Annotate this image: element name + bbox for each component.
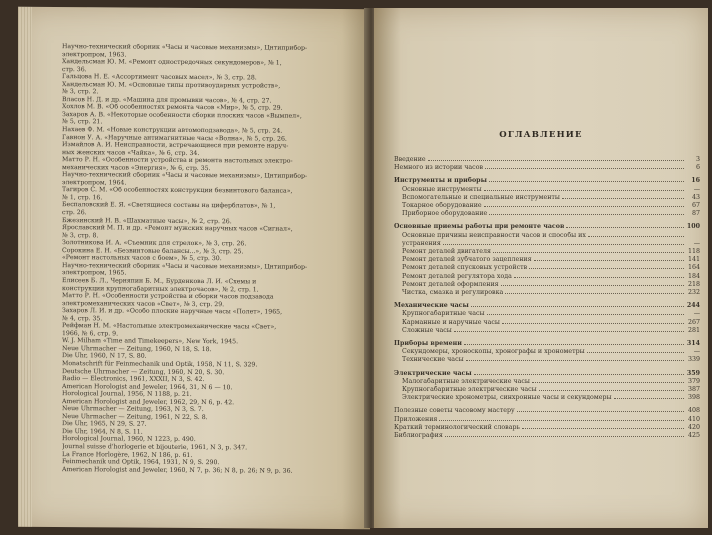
toc-entry [394, 240, 700, 248]
toc-entry-page: 16 [691, 177, 700, 185]
reference-line: стр. 26. [62, 209, 87, 217]
toc-leader-dots [614, 398, 685, 399]
reference-line: Хандельсман Ю. М. «Основные типы противоударных устройств», [62, 80, 281, 90]
toc-entry-page: 379 [687, 377, 700, 385]
toc-entry-title: Крупногабаритные электрические часы [402, 386, 537, 394]
reference-line: Тагиров С. М. «Об особенностях конструкции безвинтового баланса», [62, 186, 293, 196]
toc-entry [394, 424, 700, 432]
page-edges [18, 7, 32, 527]
bibliography-list [62, 43, 362, 475]
reference-line: № 3, стр. 2. [62, 88, 99, 96]
toc-entry-title: Электрические хронометры, синхронные часы и секундомеры [402, 394, 612, 402]
reference-line: Власов Н. Д. и др. «Машина для промывки часов», № 4, стр. 27. [62, 95, 272, 105]
toc-entry-title: Токарное оборудование [402, 202, 482, 210]
toc-entry [394, 386, 700, 394]
reference-line: Radio — Electronics, 1961, XXXII, N 3, S. 42. [62, 375, 205, 384]
reference-line: 1966, № 6, стр. 9. [62, 329, 119, 338]
toc-leader-dots [532, 382, 684, 383]
reference-line: стр. 36. [62, 65, 87, 73]
toc-title: ОГЛАВЛЕНИЕ [499, 130, 583, 140]
reference-line: № 1, стр. 16. [62, 194, 103, 202]
reference-line: Матто Р. Н. «Особенности устройства и ремонта настольных электро- [62, 156, 293, 165]
toc-entry-page: 339 [687, 356, 700, 364]
toc-entry-page: 398 [687, 394, 700, 402]
toc-entry-page: 118 [687, 248, 700, 256]
toc-entry [394, 302, 700, 310]
toc-entry [394, 194, 700, 202]
reference-line: Гальцова Н. Е. «Ассортимент часовых масел», № 3, стр. 28. [62, 73, 257, 82]
toc-entry [394, 416, 700, 424]
toc-leader-dots [522, 428, 684, 429]
reference-line: Нахаев Ф. М. «Новые конструкции автомоподзавода», № 5, стр. 24. [62, 126, 283, 135]
reference-line: электропром, 1965. [62, 269, 127, 277]
toc-leader-dots [514, 277, 684, 278]
toc-leader-dots [471, 306, 684, 307]
toc-entry [394, 327, 700, 335]
toc-entry-title: Полезные советы часовому мастеру [394, 407, 515, 415]
toc-entry-page: 43 [691, 193, 700, 201]
toc-entry-page: 218 [687, 280, 700, 288]
toc-leader-dots [566, 227, 684, 228]
toc-entry-title: Приборное оборудование [402, 210, 488, 218]
toc-leader-dots [502, 323, 684, 324]
toc-entry [394, 348, 700, 356]
reference-line: Horological Journal, 1960, N 1223, p. 490. [62, 435, 196, 444]
reference-line: Научно-технический сборник «Часы и часовые механизмы», Цнтиприбор- [62, 261, 308, 271]
reference-line: Neue Uhrmacher — Zeitung, 1963, N 3, S. 7. [62, 405, 204, 414]
toc-leader-dots [454, 331, 684, 332]
reference-line: Die Uhr, 1964, N 8, S. 11. [62, 427, 143, 436]
toc-entry [394, 370, 700, 378]
toc-leader-dots [588, 236, 684, 237]
reference-line: La France Horlogère, 1962, N 186, p. 61. [62, 450, 193, 459]
toc-leader-dots [474, 374, 684, 375]
reference-line: № 4, стр. 35. [62, 314, 103, 323]
toc-entry-title: Краткий терминологический словарь [394, 423, 520, 431]
toc-entry-page: — [693, 310, 700, 318]
toc-entry-page: 420 [687, 423, 700, 431]
toc-entry-title: Немного из истории часов [394, 164, 484, 172]
toc-entry-title: Ремонт деталей регулятора хода [402, 272, 512, 280]
reference-line: Ярославский М. П. и др. «Ремонт мужских наручных часов «Сигнал», [62, 224, 293, 233]
toc-leader-dots [501, 285, 684, 286]
toc-leader-dots [484, 206, 684, 207]
reference-line: Monatschrift für Feinmechanik und Optik, 1958, N 11, S. 329. [62, 360, 258, 369]
toc-entry-page: 87 [691, 210, 700, 218]
toc-entry [394, 223, 700, 231]
toc-entry [394, 177, 700, 185]
reference-line: № 3, стр. 8. [62, 231, 99, 240]
reference-line: Хандельсман Ю. М. «Ремонт одностредочных секундомеров», № 1, [62, 58, 282, 67]
right-page [374, 8, 708, 528]
reference-line: Neue Uhrmacher — Zeitung, 1960, N 18, S. 18. [62, 344, 212, 353]
table-of-contents [394, 156, 700, 440]
reference-line: Хохлов М. В. «Об особенностях ремонта часов «Мир», № 5, стр. 29. [62, 103, 283, 112]
toc-entry-title: Инструменты и приборы [394, 177, 487, 185]
toc-leader-dots [562, 198, 684, 199]
toc-entry-title: Механические часы [394, 302, 469, 310]
reference-line: American Horologist and Jeweler, 1962, 29, N 6, p. 42. [62, 397, 235, 406]
toc-entry-title: Основные приемы работы при ремонте часов [394, 223, 565, 231]
reference-line: Беспаловский Е. Я. «Светящиеся составы на циферблатов», № 1, [62, 201, 276, 211]
toc-leader-dots [505, 293, 684, 294]
toc-entry [394, 289, 700, 297]
toc-entry-page: 408 [687, 407, 700, 415]
toc-entry-page: 100 [686, 223, 700, 231]
reference-line: Елисеев Б. Л., Черняпин Б. М., Бурденкова Л. И. «Схемы и [62, 277, 257, 286]
toc-leader-dots [466, 360, 684, 361]
toc-entry-title: Основные причины неисправности часов и способы их [402, 231, 586, 239]
toc-entry-title: Ремонт деталей спусковых устройств [402, 264, 528, 272]
reference-line: № 5, стр. 21. [62, 118, 103, 126]
toc-entry [394, 281, 700, 289]
reference-line: American Horologist and Jeweler, 1964, 31, N 6 — 10. [62, 382, 233, 391]
open-book [8, 8, 708, 528]
reference-line: Золотникова И. А. «Съемник для стрелок», № 3, стр. 26. [62, 239, 247, 248]
toc-entry-page: 6 [695, 164, 700, 172]
toc-entry [394, 378, 700, 386]
toc-entry-page: 267 [687, 318, 700, 326]
toc-entry [394, 432, 700, 440]
toc-entry [394, 186, 700, 194]
toc-entry-title: Крупногабаритные часы [402, 310, 485, 318]
toc-leader-dots [539, 390, 684, 391]
toc-entry-title: Ремонт деталей зубчатого зацепления [402, 256, 532, 264]
reference-line: W. J. Milham «Time and Timekeepers», New York, 1945. [62, 337, 239, 346]
toc-entry-title: устранения [402, 239, 441, 247]
toc-entry-title: Ремонт деталей двигателя [402, 248, 491, 256]
reference-line: Deutsche Uhrmacher — Zeitung, 1960, N 20, S. 30. [62, 367, 225, 376]
toc-entry-page: 232 [687, 289, 700, 297]
toc-entry [394, 256, 700, 264]
toc-entry-page: 425 [687, 432, 700, 440]
toc-entry-title: Малогабаритные электрические часы [402, 377, 530, 385]
toc-entry-title: Карманные и наручные часы [402, 318, 500, 326]
toc-leader-dots [428, 160, 684, 161]
toc-leader-dots [489, 181, 684, 182]
reference-line: электромеханических часов «Свет», № 3, стр. 29. [62, 299, 225, 308]
toc-entry-title: Библиография [394, 432, 443, 440]
reference-line: Захаров Л. И. и др. «Особо плоские наручные часы «Полет», 1965, [62, 307, 283, 316]
toc-entry-title: Основные инструменты [402, 185, 482, 193]
toc-leader-dots [529, 268, 684, 269]
toc-entry [394, 232, 700, 240]
reference-line: Feinmechanik und Optik, 1964, 1931, N 9, S. 290. [62, 458, 220, 467]
toc-entry [394, 394, 700, 402]
toc-entry-page: 359 [686, 369, 700, 377]
reference-line: ных женских часов «Чайка», № 6, стр. 34. [62, 148, 200, 157]
reference-line: Измайлов А. И. Неисправности, встречающиеся при ремонте наруч- [62, 141, 289, 150]
toc-entry-title: Ремонт деталей оформления [402, 280, 499, 288]
toc-entry [394, 264, 700, 272]
toc-leader-dots [485, 168, 684, 169]
toc-leader-dots [487, 314, 685, 315]
toc-leader-dots [517, 411, 684, 412]
toc-entry [394, 273, 700, 281]
toc-entry-page: 141 [687, 256, 700, 264]
toc-leader-dots [489, 214, 684, 215]
toc-entry-page: 387 [687, 386, 700, 394]
toc-leader-dots [464, 344, 684, 345]
toc-entry-page: 164 [687, 264, 700, 272]
left-page [18, 7, 370, 529]
reference-line: «Ремонт настольных часов с боем», № 5, стр. 30. [62, 254, 222, 263]
toc-leader-dots [534, 260, 684, 261]
toc-entry-page: 184 [687, 272, 700, 280]
reference-line: Сорокина Е. Н. «Безвинтовые балансы...», № 3, стр. 25. [62, 246, 244, 256]
toc-entry-title: Электрические часы [394, 369, 472, 377]
reference-line: Научно-технический сборник «Часы и часовые механизмы», Цнтиприбор- [62, 43, 308, 52]
toc-leader-dots [587, 352, 684, 353]
toc-entry [394, 210, 700, 218]
reference-line: Die Uhr, 1960, N 17, S. 80. [62, 352, 147, 361]
toc-leader-dots [484, 190, 684, 191]
reference-line: Бжезинский Н. В. «Шахматные часы», № 2, стр. 26. [62, 216, 232, 225]
toc-entry-page: 410 [687, 415, 700, 423]
toc-entry-title: Чистка, смазка и регулировка [402, 289, 504, 297]
toc-entry-title: Приложения [394, 415, 438, 423]
reference-line: Journal suisse d'horlogerie et bijouterie, 1961, N 3, p. 347. [62, 443, 248, 452]
reference-line: Die Uhr, 1965, N 29, S. 27. [62, 420, 147, 429]
reference-line: Захаров А. В. «Некоторые особенности сборки плоских часов «Вымпел», [62, 111, 302, 120]
toc-entry-page: — [693, 185, 700, 193]
toc-entry [394, 202, 700, 210]
reference-line: Научно-технический сборник «Часы и часовые механизмы», Цнтиприбор- [62, 171, 308, 181]
reference-line: электропром, 1964. [62, 178, 127, 187]
toc-entry-title: Секундомеры, хроноскопы, хронографы и хронометры [402, 348, 585, 356]
toc-entry [394, 164, 700, 172]
reference-line: Матто Р. Н. «Особенности устройства и сборки часов подзавода [62, 292, 274, 301]
toc-entry-page: 244 [686, 302, 700, 310]
toc-entry-page: — [693, 239, 700, 247]
toc-entry-page: 3 [695, 156, 700, 163]
toc-entry [394, 248, 700, 256]
toc-leader-dots [445, 436, 684, 437]
toc-entry [394, 319, 700, 327]
toc-entry-page: 67 [691, 202, 700, 210]
reference-line: конструкции крупногабаритных электрочасов», № 2, стр. 1. [62, 284, 259, 293]
toc-entry-title: Вспомогательные и специальные инструменты [402, 193, 560, 201]
toc-entry [394, 156, 700, 164]
toc-entry-title: Технические часы [402, 356, 464, 364]
reference-line: Рейфман Н. М. «Настольные электромеханические часы «Свет», [62, 322, 277, 331]
toc-leader-dots [439, 420, 684, 421]
toc-entry-title: Сложные часы [402, 326, 452, 334]
toc-entry [394, 340, 700, 348]
toc-entry-page: 281 [687, 326, 700, 334]
reference-line: механических часов «Энергия», № 6, стр. 35. [62, 163, 211, 172]
reference-line: электропром, 1963. [62, 50, 127, 59]
toc-entry [394, 310, 700, 318]
toc-leader-dots [443, 244, 684, 245]
reference-line: Neue Uhrmacher — Zeitung, 1961, N 22, S. 8. [62, 412, 208, 421]
toc-entry-title: Приборы времени [394, 340, 462, 348]
toc-entry [394, 356, 700, 364]
reference-line: Horological Journal, 1956, N 1188, p. 21. [62, 390, 192, 399]
toc-entry [394, 407, 700, 415]
reference-line: Гавнон У. А. «Наручные антимагнитные часы «Волна», № 5, стр. 26. [62, 133, 287, 143]
reference-line: American Horologist and Jeweler, 1960, N 7, p. 36; N 8, p. 26; N 9, p. 36. [62, 465, 293, 475]
toc-leader-dots [493, 252, 684, 253]
toc-entry-title: Введение [394, 156, 426, 163]
toc-entry-page: 314 [686, 340, 700, 348]
toc-entry-page: — [693, 348, 700, 356]
